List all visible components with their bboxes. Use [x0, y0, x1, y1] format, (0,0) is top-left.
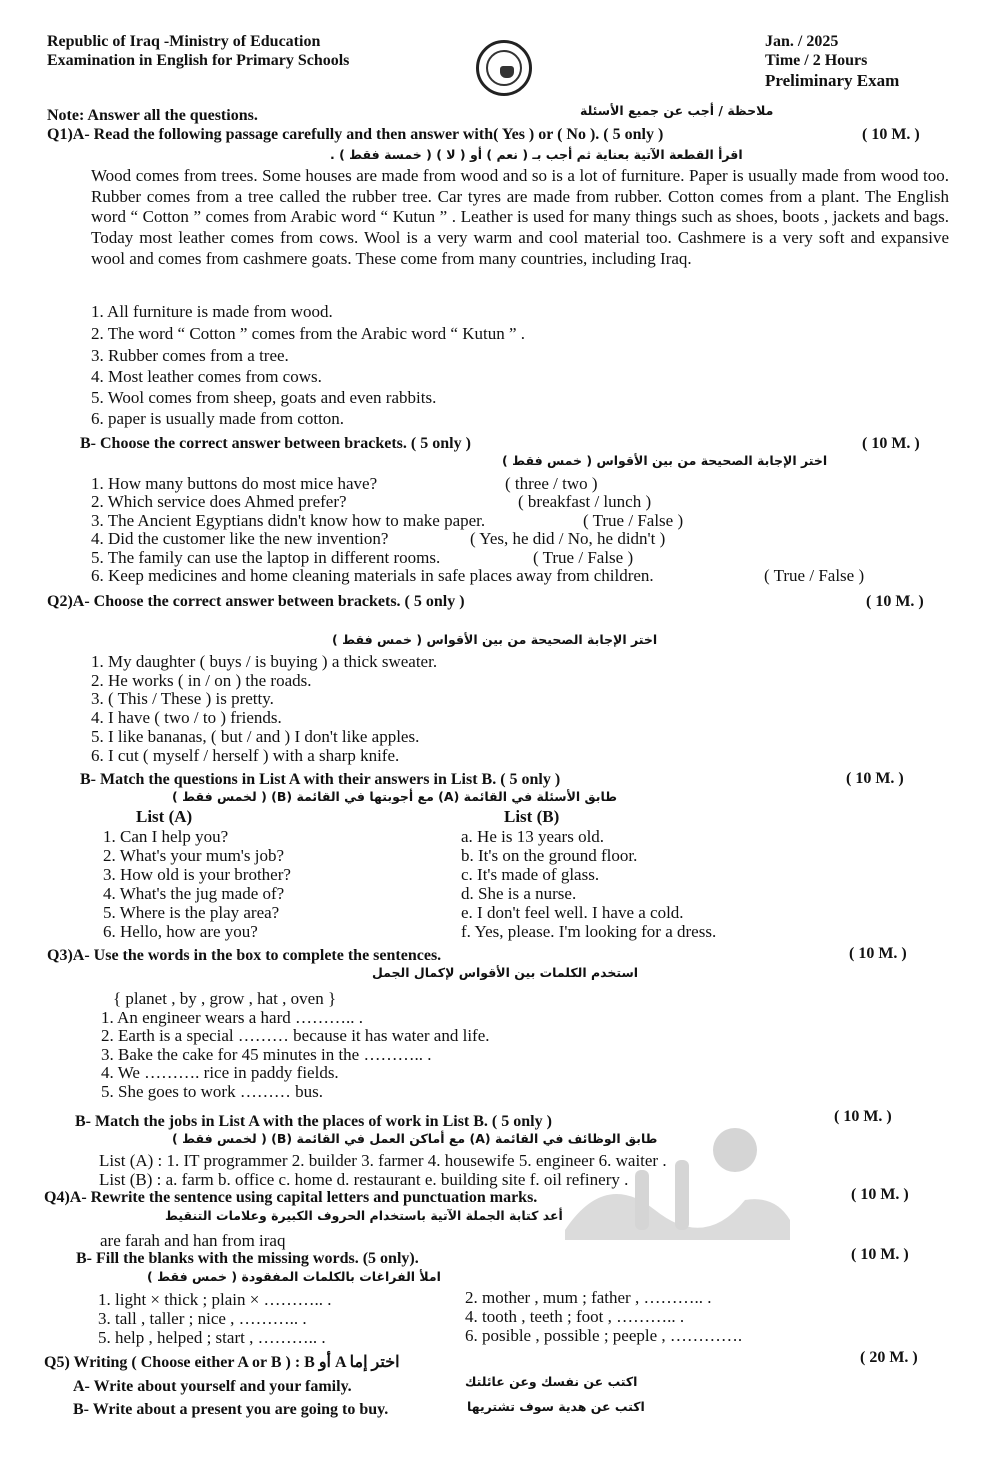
q1b-item-2: 2. Which service does Ahmed prefer?	[91, 492, 347, 511]
header-exam-title: Examination in English for Primary Schools	[47, 52, 350, 69]
q3a-item-4: 4. We ………. rice in paddy fields.	[101, 1063, 339, 1082]
q1a-item-6: 6. paper is usually made from cotton.	[91, 409, 345, 428]
q2b-title: B- Match the questions in List A with their answers in List B. ( 5 only )	[80, 771, 561, 788]
q4a-title: Q4)A- Rewrite the sentence using capital letters and punctuation marks.	[44, 1189, 538, 1206]
q5-marks: ( 20 M. )	[860, 1349, 918, 1366]
q1b-item-1: 1. How many buttons do most mice have?	[91, 474, 378, 493]
q2b-list-a-item: 4. What's the jug made of?	[103, 884, 285, 903]
q4b-left-item: 1. light × thick ; plain × ……….. .	[98, 1290, 332, 1309]
q5-title: Q5) Writing ( Choose either A or B ) : B أو A اختر إما	[44, 1354, 400, 1371]
q1a-title: Q1)A- Read the following passage carefully and then answer with( Yes ) or ( No ). ( 5 only )	[47, 126, 664, 143]
q4b-left-item: 3. tall , taller ; nice , ……….. .	[98, 1309, 307, 1328]
q3b-marks: ( 10 M. )	[834, 1108, 892, 1125]
q2a-item-6: 6. I cut ( myself / herself ) with a sharp knife.	[91, 746, 400, 765]
q1b-item-1-options: ( three / two )	[505, 474, 598, 493]
q2b-list-b-item: b. It's on the ground floor.	[461, 846, 638, 865]
q1a-item-2: 2. The word “ Cotton ” comes from the Arabic word “ Kutun ” .	[91, 324, 526, 343]
q4a-sentence: are farah and han from iraq	[100, 1231, 286, 1250]
q4b-right-item: 4. tooth , teeth ; foot , ……….. .	[465, 1307, 685, 1326]
q1b-item-3-options: ( True / False )	[583, 511, 684, 530]
q2a-item-5: 5. I like bananas, ( but / and ) I don't like apples.	[91, 727, 420, 746]
q3b-list-a: List (A) : 1. IT programmer 2. builder 3. farmer 4. housewife 5. engineer 6. waiter .	[99, 1151, 667, 1170]
q1b-item-3: 3. The Ancient Egyptians didn't know how to make paper.	[91, 511, 486, 530]
q4a-ar: أعد كتابة الجملة الآتية باستخدام الحروف الكبيرة وعلامات التنقيط	[165, 1208, 563, 1223]
header-time: Time / 2 Hours	[765, 52, 868, 69]
q5-option-b-ar: اكتب عن هدية سوف تشتريها	[467, 1399, 645, 1414]
q3b-list-b: List (B) : a. farm b. office c. home d. restaurant e. building site f. oil refinery .	[99, 1170, 629, 1189]
q1b-ar: اختر الإجابة الصحيحة من بين الأقواس ( خمس فقط )	[502, 453, 828, 468]
q2a-title: Q2)A- Choose the correct answer between brackets. ( 5 only )	[47, 593, 465, 610]
q2b-list-b-item: f. Yes, please. I'm looking for a dress.	[461, 922, 717, 941]
q2b-list-a-label: List (A)	[136, 807, 193, 826]
q4b-ar: املأ الفراغات بالكلمات المفقودة ( خمس فقط )	[147, 1269, 441, 1284]
q3a-item-3: 3. Bake the cake for 45 minutes in the ……….. .	[101, 1045, 432, 1064]
note-ar: ملاحظة / أجب عن جميع الأسئلة	[580, 103, 774, 118]
q1a-ar: اقرأ القطعة الآتية بعناية ثم أجب بـ ( نعم ) أو ( لا ) ( خمسة فقط ) .	[330, 147, 743, 162]
q3a-item-1: 1. An engineer wears a hard ……….. .	[101, 1008, 364, 1027]
q2b-list-a-item: 5. Where is the play area?	[103, 903, 280, 922]
q2b-list-b-item: d. She is a nurse.	[461, 884, 577, 903]
q2b-list-b-item: a. He is 13 years old.	[461, 827, 605, 846]
q4b-title: B- Fill the blanks with the missing words. (5 only).	[76, 1250, 419, 1267]
q4b-marks: ( 10 M. )	[851, 1246, 909, 1263]
watermark-logo-icon	[545, 1110, 805, 1260]
header-exam-type: Preliminary Exam	[765, 71, 900, 90]
q2b-marks: ( 10 M. )	[846, 770, 904, 787]
q3a-word-box: { planet , by , grow , hat , oven }	[113, 989, 337, 1008]
q2b-list-b-label: List (B)	[504, 807, 560, 826]
q1a-item-3: 3. Rubber comes from a tree.	[91, 346, 289, 365]
q1b-item-4-options: ( Yes, he did / No, he didn't )	[470, 529, 666, 548]
q3a-marks: ( 10 M. )	[849, 945, 907, 962]
ministry-seal-icon	[476, 40, 532, 96]
q4b-right-item: 2. mother , mum ; father , ……….. .	[465, 1288, 712, 1307]
header-date: Jan. / 2025	[765, 33, 839, 50]
q3a-item-5: 5. She goes to work ……… bus.	[101, 1082, 323, 1101]
q1b-item-5-options: ( True / False )	[533, 548, 634, 567]
q1b-item-6-options: ( True / False )	[764, 566, 865, 585]
q2a-item-3: 3. ( This / These ) is pretty.	[91, 689, 274, 708]
q3a-ar: استخدم الكلمات بين الأقواس لإكمال الجمل	[372, 965, 639, 980]
q2a-ar: اختر الإجابة الصحيحة من بين الأقواس ( خمس فقط )	[332, 632, 658, 647]
q2a-item-2: 2. He works ( in / on ) the roads.	[91, 671, 312, 690]
q4a-marks: ( 10 M. )	[851, 1186, 909, 1203]
q1b-item-5: 5. The family can use the laptop in different rooms.	[91, 548, 441, 567]
q2a-item-1: 1. My daughter ( buys / is buying ) a thick sweater.	[91, 652, 438, 671]
q1b-title: B- Choose the correct answer between brackets. ( 5 only )	[80, 435, 471, 452]
q2b-list-a-item: 1. Can I help you?	[103, 827, 229, 846]
q2b-list-a-item: 6. Hello, how are you?	[103, 922, 258, 941]
q4b-right-item: 6. posible , possible ; peeple , ………….	[465, 1326, 743, 1345]
q1a-passage: Wood comes from trees. Some houses are made from wood and so is a lot of furniture. Paper is usually made from wood too. Rubber comes from a tree called the rubber tree. Car tyres are made from rubber. Cotton comes from a plant. The English word “ Cotton ” comes from Arabic word “ Kutun ” . Leather is used for many things such as shoes, boots , jackets and bags. Today most leather comes from cows. Wool is a very warm and cool material too. Cashmere is a very soft and expansive wool and comes from cashmere goats. These come from many countries, including Iraq.	[91, 166, 949, 268]
q3b-ar: طابق الوظائف في القائمة (A) مع أماكن العمل في القائمة (B) ( لخمس فقط )	[172, 1131, 658, 1146]
q5-option-a-ar: اكتب عن نفسك وعن عائلتك	[465, 1374, 638, 1389]
q2a-item-4: 4. I have ( two / to ) friends.	[91, 708, 282, 727]
q2b-ar: طابق الأسئلة في القائمة (A) مع أجوبتها في القائمة (B) ( لخمس فقط )	[172, 789, 617, 804]
q2b-list-b-item: e. I don't feel well. I have a cold.	[461, 903, 684, 922]
q1a-item-1: 1. All furniture is made from wood.	[91, 302, 333, 321]
q4b-left-item: 5. help , helped ; start , ……….. .	[98, 1328, 326, 1347]
q2b-list-b-item: c. It's made of glass.	[461, 865, 600, 884]
header-ministry: Republic of Iraq -Ministry of Education	[47, 33, 321, 50]
q2a-marks: ( 10 M. )	[866, 593, 924, 610]
note-en: Note: Answer all the questions.	[47, 107, 258, 124]
q3a-item-2: 2. Earth is a special ……… because it has water and life.	[101, 1026, 490, 1045]
q1a-item-4: 4. Most leather comes from cows.	[91, 367, 322, 386]
q1b-item-2-options: ( breakfast / lunch )	[518, 492, 652, 511]
q2b-list-a-item: 3. How old is your brother?	[103, 865, 291, 884]
q1a-item-5: 5. Wool comes from sheep, goats and even rabbits.	[91, 388, 437, 407]
q5-option-a: A- Write about yourself and your family.	[73, 1378, 352, 1395]
q1b-marks: ( 10 M. )	[862, 435, 920, 452]
q1b-item-6: 6. Keep medicines and home cleaning materials in safe places away from children.	[91, 566, 654, 585]
q3a-title: Q3)A- Use the words in the box to complete the sentences.	[47, 947, 442, 964]
q5-option-b: B- Write about a present you are going to buy.	[73, 1401, 389, 1418]
q1a-marks: ( 10 M. )	[862, 126, 920, 143]
q3b-title: B- Match the jobs in List A with the places of work in List B. ( 5 only )	[75, 1113, 552, 1130]
q2b-list-a-item: 2. What's your mum's job?	[103, 846, 284, 865]
q1b-item-4: 4. Did the customer like the new invention?	[91, 529, 389, 548]
